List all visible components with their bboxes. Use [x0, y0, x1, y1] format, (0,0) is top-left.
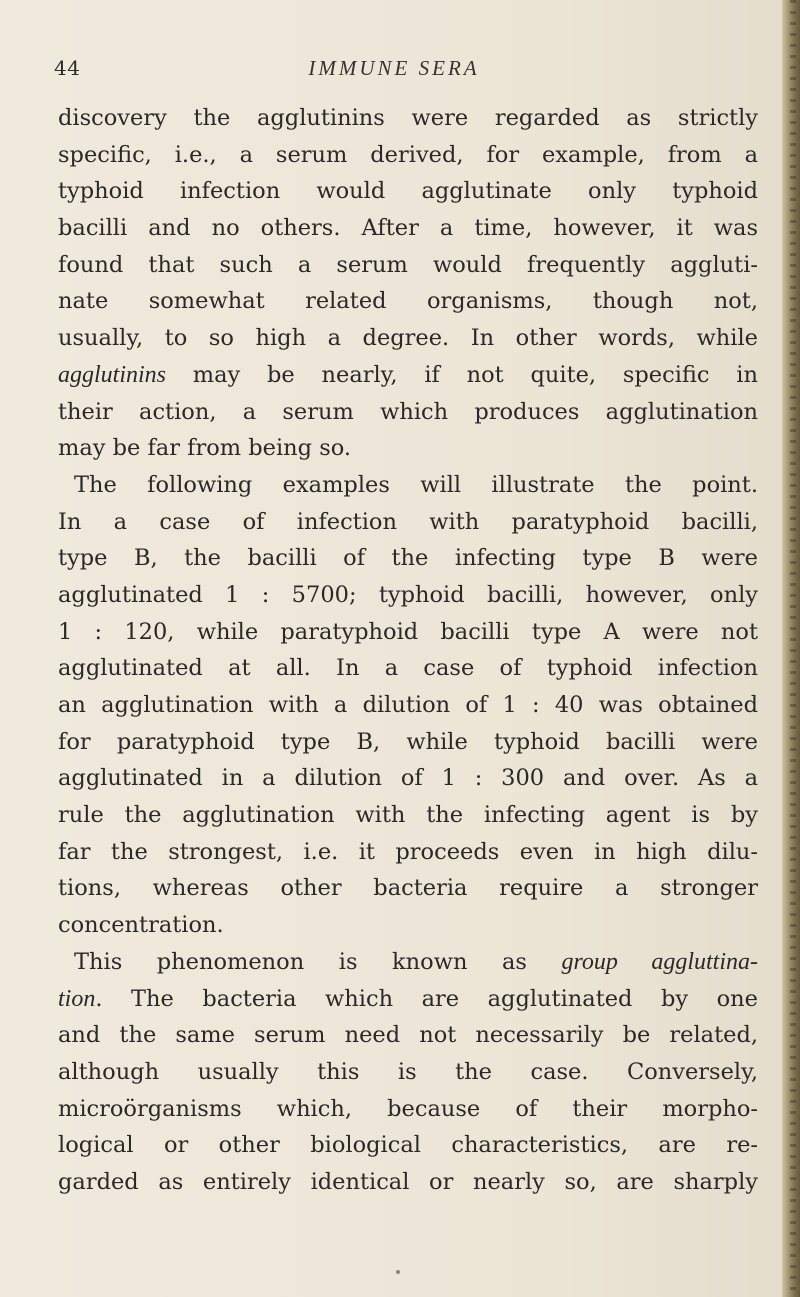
text-line: type B, the bacilli of the infecting type B were [58, 545, 758, 572]
text-line: The following examples will illustrate the point. [74, 471, 758, 498]
text-line: far the strongest, i.e. it proceeds even in high dilu- [58, 838, 758, 865]
text-line: usually, to so high a degree. In other words, while [58, 325, 758, 352]
text-line: tions, whereas other bacteria require a stronger [58, 875, 758, 902]
text-line: their action, a serum which produces agglutination [58, 398, 758, 425]
text-line: agglutinated 1 : 5700; typhoid bacilli, however, only [58, 581, 758, 608]
italic-term: agglutinins [58, 361, 167, 388]
page-edge-texture [790, 0, 796, 1297]
text-line: This phenomenon is known as group aggluttina- [74, 948, 758, 975]
text-line: bacilli and no others. After a time, however, it was [58, 215, 758, 242]
text-line: agglutinated at all. In a case of typhoid infection [58, 655, 758, 682]
text-line: garded as entirely identical or nearly so, are sharply [58, 1168, 758, 1195]
text-line: agglutinins may be nearly, if not quite, specific in [58, 361, 758, 388]
text-line: an agglutination with a dilution of 1 : 40 was obtained [58, 692, 758, 718]
body-text [58, 100, 758, 1201]
text-line: found that such a serum would frequently aggluti- [58, 251, 758, 278]
text-line: for paratyphoid type B, while typhoid bacilli were [58, 728, 758, 755]
text-line: tion. The bacteria which are agglutinated by one [58, 985, 758, 1012]
text-line: typhoid infection would agglutinate only typhoid [58, 178, 758, 205]
page-number: 44 [54, 56, 81, 80]
text-line: agglutinated in a dilution of 1 : 300 and over. As a [58, 765, 758, 792]
print-speck [396, 1270, 400, 1274]
page-header [54, 56, 734, 90]
text-line: In a case of infection with paratyphoid bacilli, [58, 508, 758, 535]
text-line: microörganisms which, because of their morpho- [58, 1095, 758, 1122]
running-head: IMMUNE SERA [308, 56, 480, 80]
italic-term: group aggluttina- [561, 948, 758, 975]
text-line: rule the agglutination with the infecting agent is by [58, 802, 758, 829]
text-line: nate somewhat related organisms, though not, [58, 288, 758, 315]
text-line: concentration. [58, 912, 224, 939]
italic-term: tion [58, 985, 96, 1012]
text-line: and the same serum need not necessarily be related, [58, 1022, 758, 1049]
text-line: may be far from being so. [58, 435, 352, 462]
text-line: although usually this is the case. Conversely, [58, 1058, 758, 1085]
text-line: discovery the agglutinins were regarded as strictly [58, 105, 758, 131]
text-line: specific, i.e., a serum derived, for example, from a [58, 141, 758, 168]
text-line: 1 : 120, while paratyphoid bacilli type A were not [58, 618, 758, 645]
text-line: logical or other biological characteristics, are re- [58, 1132, 758, 1159]
